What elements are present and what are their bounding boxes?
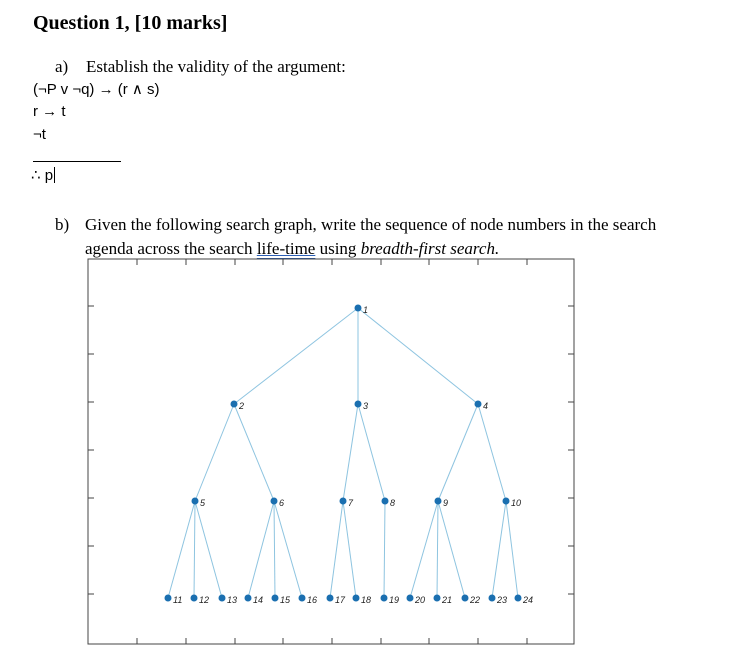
node-label-3: 3 [363, 401, 369, 411]
node-21 [434, 595, 441, 602]
node-19 [381, 595, 388, 602]
node-7 [340, 498, 347, 505]
part-b-text-line2-a: agenda across the search [85, 239, 257, 258]
node-18 [353, 595, 360, 602]
node-label-13: 13 [227, 595, 238, 605]
part-a-marker: a) [55, 57, 69, 76]
node-label-23: 23 [497, 595, 508, 605]
node-13 [219, 595, 226, 602]
node-10 [503, 498, 510, 505]
node-label-10: 10 [511, 498, 522, 508]
node-label-11: 11 [173, 595, 183, 605]
node-23 [489, 595, 496, 602]
node-label-20: 20 [415, 595, 426, 605]
node-label-24: 24 [523, 595, 534, 605]
node-label-4: 4 [483, 401, 489, 411]
node-17 [327, 595, 334, 602]
node-label-17: 17 [335, 595, 346, 605]
node-label-16: 16 [307, 595, 318, 605]
node-label-9: 9 [443, 498, 449, 508]
node-label-18: 18 [361, 595, 372, 605]
node-label-15: 15 [280, 595, 291, 605]
part-b-marker: b) [55, 215, 70, 234]
node-label-6: 6 [279, 498, 285, 508]
part-a-instruction-text: Establish the validity of the argument: [86, 57, 346, 76]
node-label-21: 21 [442, 595, 453, 605]
premise-1: (¬P v ¬q) → (r ∧ s) [33, 81, 160, 98]
node-label-22: 22 [470, 595, 481, 605]
node-label-8: 8 [390, 498, 396, 508]
node-11 [165, 595, 172, 602]
part-b-text-line2-b: using [315, 239, 361, 258]
premise-2: r → t [33, 103, 66, 120]
node-22 [462, 595, 469, 602]
node-label-2: 2 [239, 401, 245, 411]
node-4 [475, 401, 482, 408]
graph-frame [88, 259, 574, 644]
node-8 [382, 498, 389, 505]
node-2 [231, 401, 238, 408]
node-15 [272, 595, 279, 602]
node-5 [192, 498, 199, 505]
node-20 [407, 595, 414, 602]
premise-3: ¬t [33, 126, 46, 143]
search-method: breadth-first search. [360, 239, 500, 258]
life-time-term: life-time [256, 239, 316, 258]
part-b-text-line1: Given the following search graph, write the sequence of node numbers in the search [85, 215, 657, 234]
node-3 [355, 401, 362, 408]
node-1 [355, 305, 362, 312]
node-14 [245, 595, 252, 602]
node-label-5: 5 [200, 498, 206, 508]
node-9 [435, 498, 442, 505]
node-label-19: 19 [389, 595, 400, 605]
node-label-7: 7 [348, 498, 354, 508]
node-label-14: 14 [253, 595, 264, 605]
node-16 [299, 595, 306, 602]
node-label-12: 12 [199, 595, 210, 605]
conclusion-text: ∴ p [31, 167, 54, 184]
node-label-1: 1 [363, 305, 369, 315]
node-24 [515, 595, 522, 602]
node-6 [271, 498, 278, 505]
node-12 [191, 595, 198, 602]
question-heading: Question 1, [10 marks] [33, 12, 228, 34]
